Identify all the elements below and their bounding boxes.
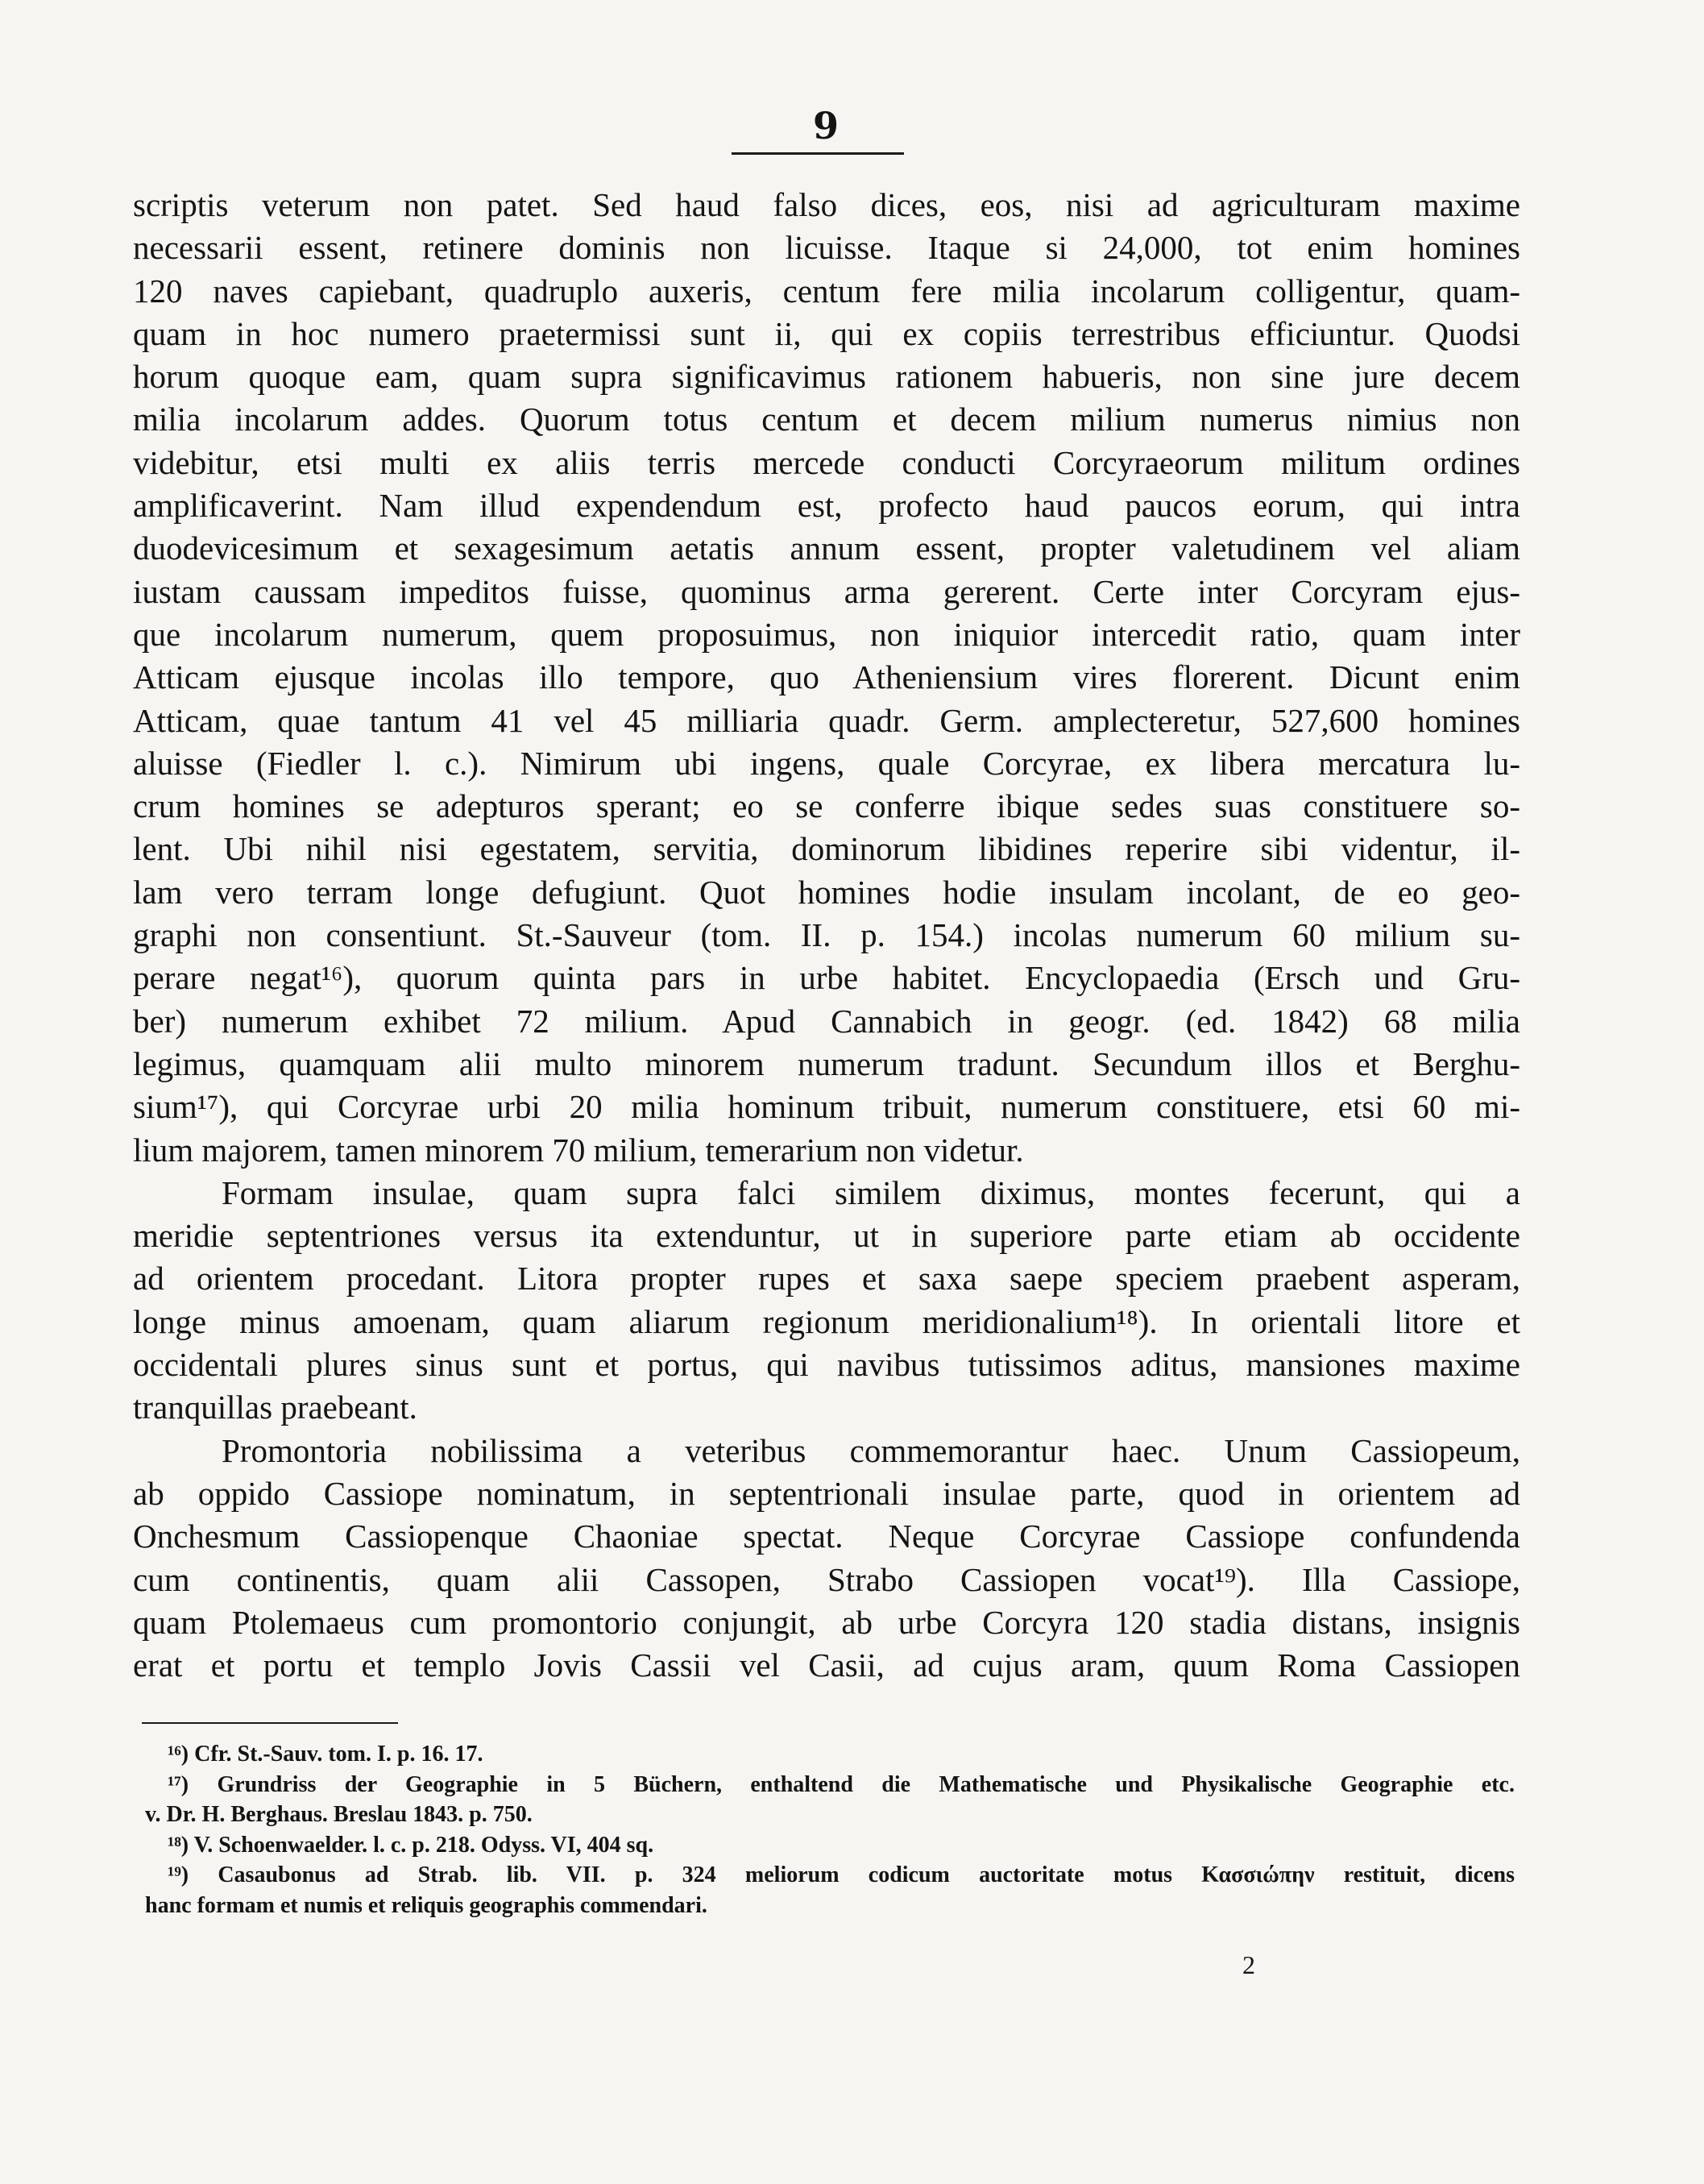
footnote-line: ¹⁶) Cfr. St.-Sauv. tom. I. p. 16. 17.: [168, 1742, 483, 1767]
footnote-line: ¹⁷) Grundriss der Geographie in 5 Büchern, enthaltend die Mathematische und Physikalische Geographie etc.: [168, 1771, 1515, 1797]
text-line: Atticam, quae tantum 41 vel 45 milliaria quadr. Germ. amplecteretur, 527,600 homines: [133, 701, 1520, 739]
text-line: cum continentis, quam alii Cassopen, Strabo Cassiopen vocat¹⁹). Illa Cassiope,: [133, 1560, 1520, 1598]
text-line: Onchesmum Cassiopenque Chaoniae spectat. Neque Corcyrae Cassiope confundenda: [133, 1518, 1520, 1555]
text-line: milia incolarum addes. Quorum totus centum et decem milium numerus nimius non: [133, 401, 1520, 438]
text-line: meridie septentriones versus ita extenduntur, ut in superiore parte etiam ab occidente: [133, 1217, 1520, 1255]
text-line: ad orientem procedant. Litora propter rupes et saxa saepe speciem praebent asperam,: [133, 1260, 1520, 1298]
body-text: [133, 184, 1520, 1687]
text-line: quam in hoc numero praetermissi sunt ii, qui ex copiis terrestribus efficiuntur. Quodsi: [133, 314, 1520, 352]
text-line: videbitur, etsi multi ex aliis terris mercede conducti Corcyraeorum militum ordines: [133, 443, 1520, 481]
text-line: duodevicesimum et sexagesimum aetatis annum essent, propter valetudinem vel aliam: [133, 529, 1520, 567]
footnote-line: ¹⁸) V. Schoenwaelder. l. c. p. 218. Odyss. VI, 404 sq.: [168, 1832, 654, 1858]
page-number: 9: [812, 104, 839, 147]
text-line: scriptis veterum non patet. Sed haud falso dices, eos, nisi ad agriculturam maxime: [133, 186, 1520, 223]
text-line: lent. Ubi nihil nisi egestatem, servitia, dominorum libidines reperire sibi videntur, il-: [133, 830, 1520, 868]
text-line: erat et portu et templo Jovis Cassii vel Casii, ad cujus aram, quum Roma Cassiopen: [133, 1646, 1520, 1684]
text-line: ber) numerum exhibet 72 milium. Apud Cannabich in geogr. (ed. 1842) 68 milia: [133, 1002, 1520, 1040]
text-line: amplificaverint. Nam illud expendendum est, profecto haud paucos eorum, qui intra: [133, 487, 1520, 525]
text-line: Formam insulae, quam supra falci similem diximus, montes fecerunt, qui a: [222, 1173, 1520, 1211]
text-line: iustam caussam impeditos fuisse, quominus arma gererent. Certe inter Corcyram ejus-: [133, 572, 1520, 610]
text-line: lam vero terram longe defugiunt. Quot homines hodie insulam incolant, de eo geo-: [133, 873, 1520, 911]
header-rule: [732, 152, 904, 155]
text-line: aluisse (Fiedler l. c.). Nimirum ubi ingens, quale Corcyrae, ex libera mercatura lu-: [133, 744, 1520, 782]
text-line: graphi non consentiunt. St.-Sauveur (tom. II. p. 154.) incolas numerum 60 milium su-: [133, 916, 1520, 954]
text-line: ab oppido Cassiope nominatum, in septentrionali insulae parte, quod in orientem ad: [133, 1474, 1520, 1512]
text-line: quam Ptolemaeus cum promontorio conjungit, ab urbe Corcyra 120 stadia distans, insignis: [133, 1603, 1520, 1641]
footnotes: [145, 1739, 1515, 1920]
text-line: sium¹⁷), qui Corcyrae urbi 20 milia hominum tribuit, numerum constituere, etsi 60 mi-: [133, 1088, 1520, 1126]
text-line: tranquillas praebeant.: [133, 1389, 417, 1426]
footnote-line: hanc formam et numis et reliquis geographis commendari.: [145, 1892, 707, 1918]
footnote-line: v. Dr. H. Berghaus. Breslau 1843. p. 750.: [145, 1802, 533, 1827]
signature-mark: 2: [1242, 1950, 1255, 1979]
text-line: horum quoque eam, quam supra significavimus rationem habueris, non sine jure decem: [133, 358, 1520, 396]
text-line: legimus, quamquam alii multo minorem numerum tradunt. Secundum illos et Berghu-: [133, 1044, 1520, 1082]
text-line: longe minus amoenam, quam aliarum regionum meridionalium¹⁸). In orientali litore et: [133, 1302, 1520, 1340]
text-line: crum homines se adepturos sperant; eo se conferre ibique sedes suas constituere so-: [133, 787, 1520, 825]
text-line: que incolarum numerum, quem proposuimus, non iniquior intercedit ratio, quam inter: [133, 615, 1520, 653]
text-line: lium majorem, tamen minorem 70 milium, temerarium non videtur.: [133, 1131, 1024, 1169]
text-line: Promontoria nobilissima a veteribus commemorantur haec. Unum Cassiopeum,: [222, 1431, 1520, 1469]
text-line: occidentali plures sinus sunt et portus, qui navibus tutissimos aditus, mansiones maxime: [133, 1346, 1520, 1384]
footnote-rule: [142, 1722, 398, 1724]
text-line: 120 naves capiebant, quadruplo auxeris, centum fere milia incolarum colligentur, quam-: [133, 272, 1520, 309]
footnote-line: ¹⁹) Casaubonus ad Strab. lib. VII. p. 324 meliorum codicum auctoritate motus Κασσιώπην restituit, dicens: [168, 1862, 1515, 1887]
text-line: perare negat¹⁶), quorum quinta pars in urbe habitet. Encyclopaedia (Ersch und Gru-: [133, 959, 1520, 997]
text-line: Atticam ejusque incolas illo tempore, quo Atheniensium vires florerent. Dicunt enim: [133, 658, 1520, 696]
text-line: necessarii essent, retinere dominis non licuisse. Itaque si 24,000, tot enim homines: [133, 229, 1520, 267]
